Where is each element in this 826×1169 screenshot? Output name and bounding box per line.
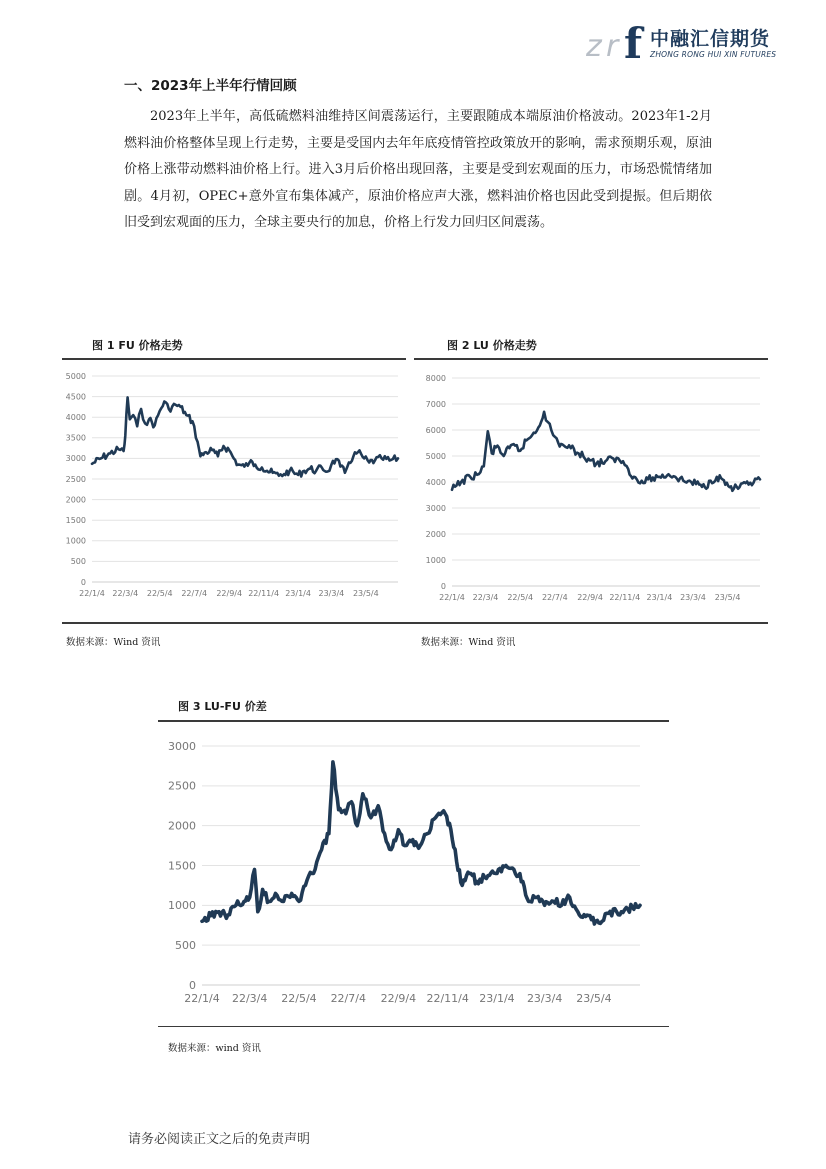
y-tick-label: 2000 (425, 529, 446, 539)
svg-text:f: f (624, 20, 643, 62)
series-line (92, 397, 398, 476)
x-tick-label: 22/9/4 (577, 593, 603, 602)
y-tick-label: 3000 (425, 503, 446, 513)
x-tick-label: 22/3/4 (231, 992, 268, 1005)
y-tick-label: 3000 (168, 739, 196, 753)
x-tick-label: 23/1/4 (646, 593, 673, 602)
y-tick-label: 8000 (425, 373, 446, 383)
x-tick-label: 23/3/4 (526, 992, 563, 1005)
figure-2-top-rule (414, 358, 768, 360)
section-heading: 一、2023年上半年行情回顾 (124, 78, 297, 94)
y-tick-label: 2500 (168, 779, 196, 793)
x-tick-label: 22/9/4 (216, 589, 243, 598)
y-tick-label: 4000 (425, 477, 446, 487)
figure-3-title: 图 3 LU-FU 价差 (178, 700, 267, 713)
y-tick-label: 500 (70, 557, 86, 567)
figure-1-title: 图 1 FU 价格走势 (92, 339, 183, 352)
y-tick-label: 1500 (168, 859, 196, 873)
x-tick-label: 23/3/4 (680, 593, 706, 602)
x-tick-label: 22/1/4 (184, 992, 220, 1005)
y-tick-label: 0 (189, 978, 196, 992)
x-tick-label: 23/1/4 (479, 992, 515, 1005)
x-tick-label: 22/5/4 (507, 593, 534, 602)
y-tick-label: 1500 (65, 516, 86, 525)
figure-2-source: 数据来源：Wind 资讯 (421, 637, 516, 648)
y-tick-label: 3000 (65, 454, 86, 464)
x-tick-label: 22/11/4 (426, 992, 469, 1005)
svg-text:z: z (586, 29, 602, 62)
figure-1-source: 数据来源：Wind 资讯 (66, 637, 161, 648)
figure-3-source: 数据来源：wind 资讯 (168, 1043, 261, 1054)
figure-3-bottom-rule (158, 1026, 669, 1027)
y-tick-label: 4500 (65, 392, 86, 402)
chart-svg (414, 364, 768, 616)
svg-text:r: r (606, 29, 619, 62)
company-name-en: ZHONG RONG HUI XIN FUTURES (650, 50, 777, 59)
x-tick-label: 22/1/4 (79, 589, 105, 598)
figure-1-chart (62, 364, 406, 604)
x-tick-label: 22/3/4 (112, 589, 139, 598)
y-tick-label: 3500 (65, 433, 86, 443)
x-tick-label: 22/7/4 (181, 589, 208, 598)
y-tick-label: 1000 (425, 555, 446, 565)
x-tick-label: 22/11/4 (609, 593, 641, 602)
y-tick-label: 5000 (65, 371, 86, 381)
company-name-cn: 中融汇信期货 (650, 28, 771, 50)
x-tick-label: 22/3/4 (472, 593, 499, 602)
y-tick-label: 2000 (65, 495, 86, 505)
x-tick-label: 22/11/4 (248, 589, 280, 598)
y-tick-label: 2000 (168, 819, 196, 833)
x-tick-label: 23/5/4 (352, 589, 379, 598)
y-tick-label: 0 (80, 577, 86, 587)
y-tick-label: 4000 (65, 413, 86, 422)
x-tick-label: 23/3/4 (318, 589, 345, 598)
x-tick-label: 22/1/4 (439, 593, 465, 602)
x-tick-label: 22/5/4 (281, 992, 317, 1005)
y-tick-label: 6000 (425, 425, 446, 435)
y-tick-label: 1000 (65, 536, 86, 546)
x-tick-label: 22/5/4 (146, 589, 173, 598)
paragraph-text: 2023年上半年，高低硫燃料油维持区间震荡运行，主要跟随成本端原油价格波动。2023年1-2月燃料油价格整体呈现上行走势，主要是受国内去年年底疫情管控政策放开的影响，需求预期乐观，原油价格上涨带动燃料油价格上行。进入3月后价格出现回落，主要是受到宏观面的压力，市场恐慌情绪加剧。4月初，OPEC+意外宣布集体减产，原油价格应声大涨，燃料油价格也因此受到提振。但后期依旧受到宏观面的压力，全球主要央行的加息，价格上行发力回归区间震荡。 (124, 109, 712, 231)
figure-3-chart (158, 730, 669, 1012)
chart-svg (158, 730, 669, 1012)
x-tick-label: 23/5/4 (714, 593, 741, 602)
figure-row-bottom-rule (62, 622, 768, 624)
y-tick-label: 1000 (168, 899, 196, 913)
y-tick-label: 5000 (425, 451, 446, 461)
figure-2-title: 图 2 LU 价格走势 (447, 339, 537, 352)
y-tick-label: 7000 (425, 399, 446, 409)
y-tick-label: 2500 (65, 474, 86, 484)
y-tick-label: 500 (175, 939, 196, 953)
body-paragraph (124, 104, 712, 237)
x-tick-label: 22/9/4 (380, 992, 417, 1005)
x-tick-label: 22/7/4 (330, 992, 366, 1005)
y-tick-label: 0 (440, 581, 446, 591)
figure-2-chart (414, 364, 768, 616)
x-tick-label: 22/7/4 (541, 593, 568, 602)
figure-1-top-rule (62, 358, 406, 360)
series-line (452, 412, 760, 491)
x-tick-label: 23/1/4 (285, 589, 311, 598)
x-tick-label: 23/5/4 (576, 992, 612, 1005)
chart-svg (62, 364, 406, 604)
disclaimer-footer: 请务必阅读正文之后的免责声明 (128, 1132, 311, 1147)
figure-3-top-rule (158, 720, 669, 722)
